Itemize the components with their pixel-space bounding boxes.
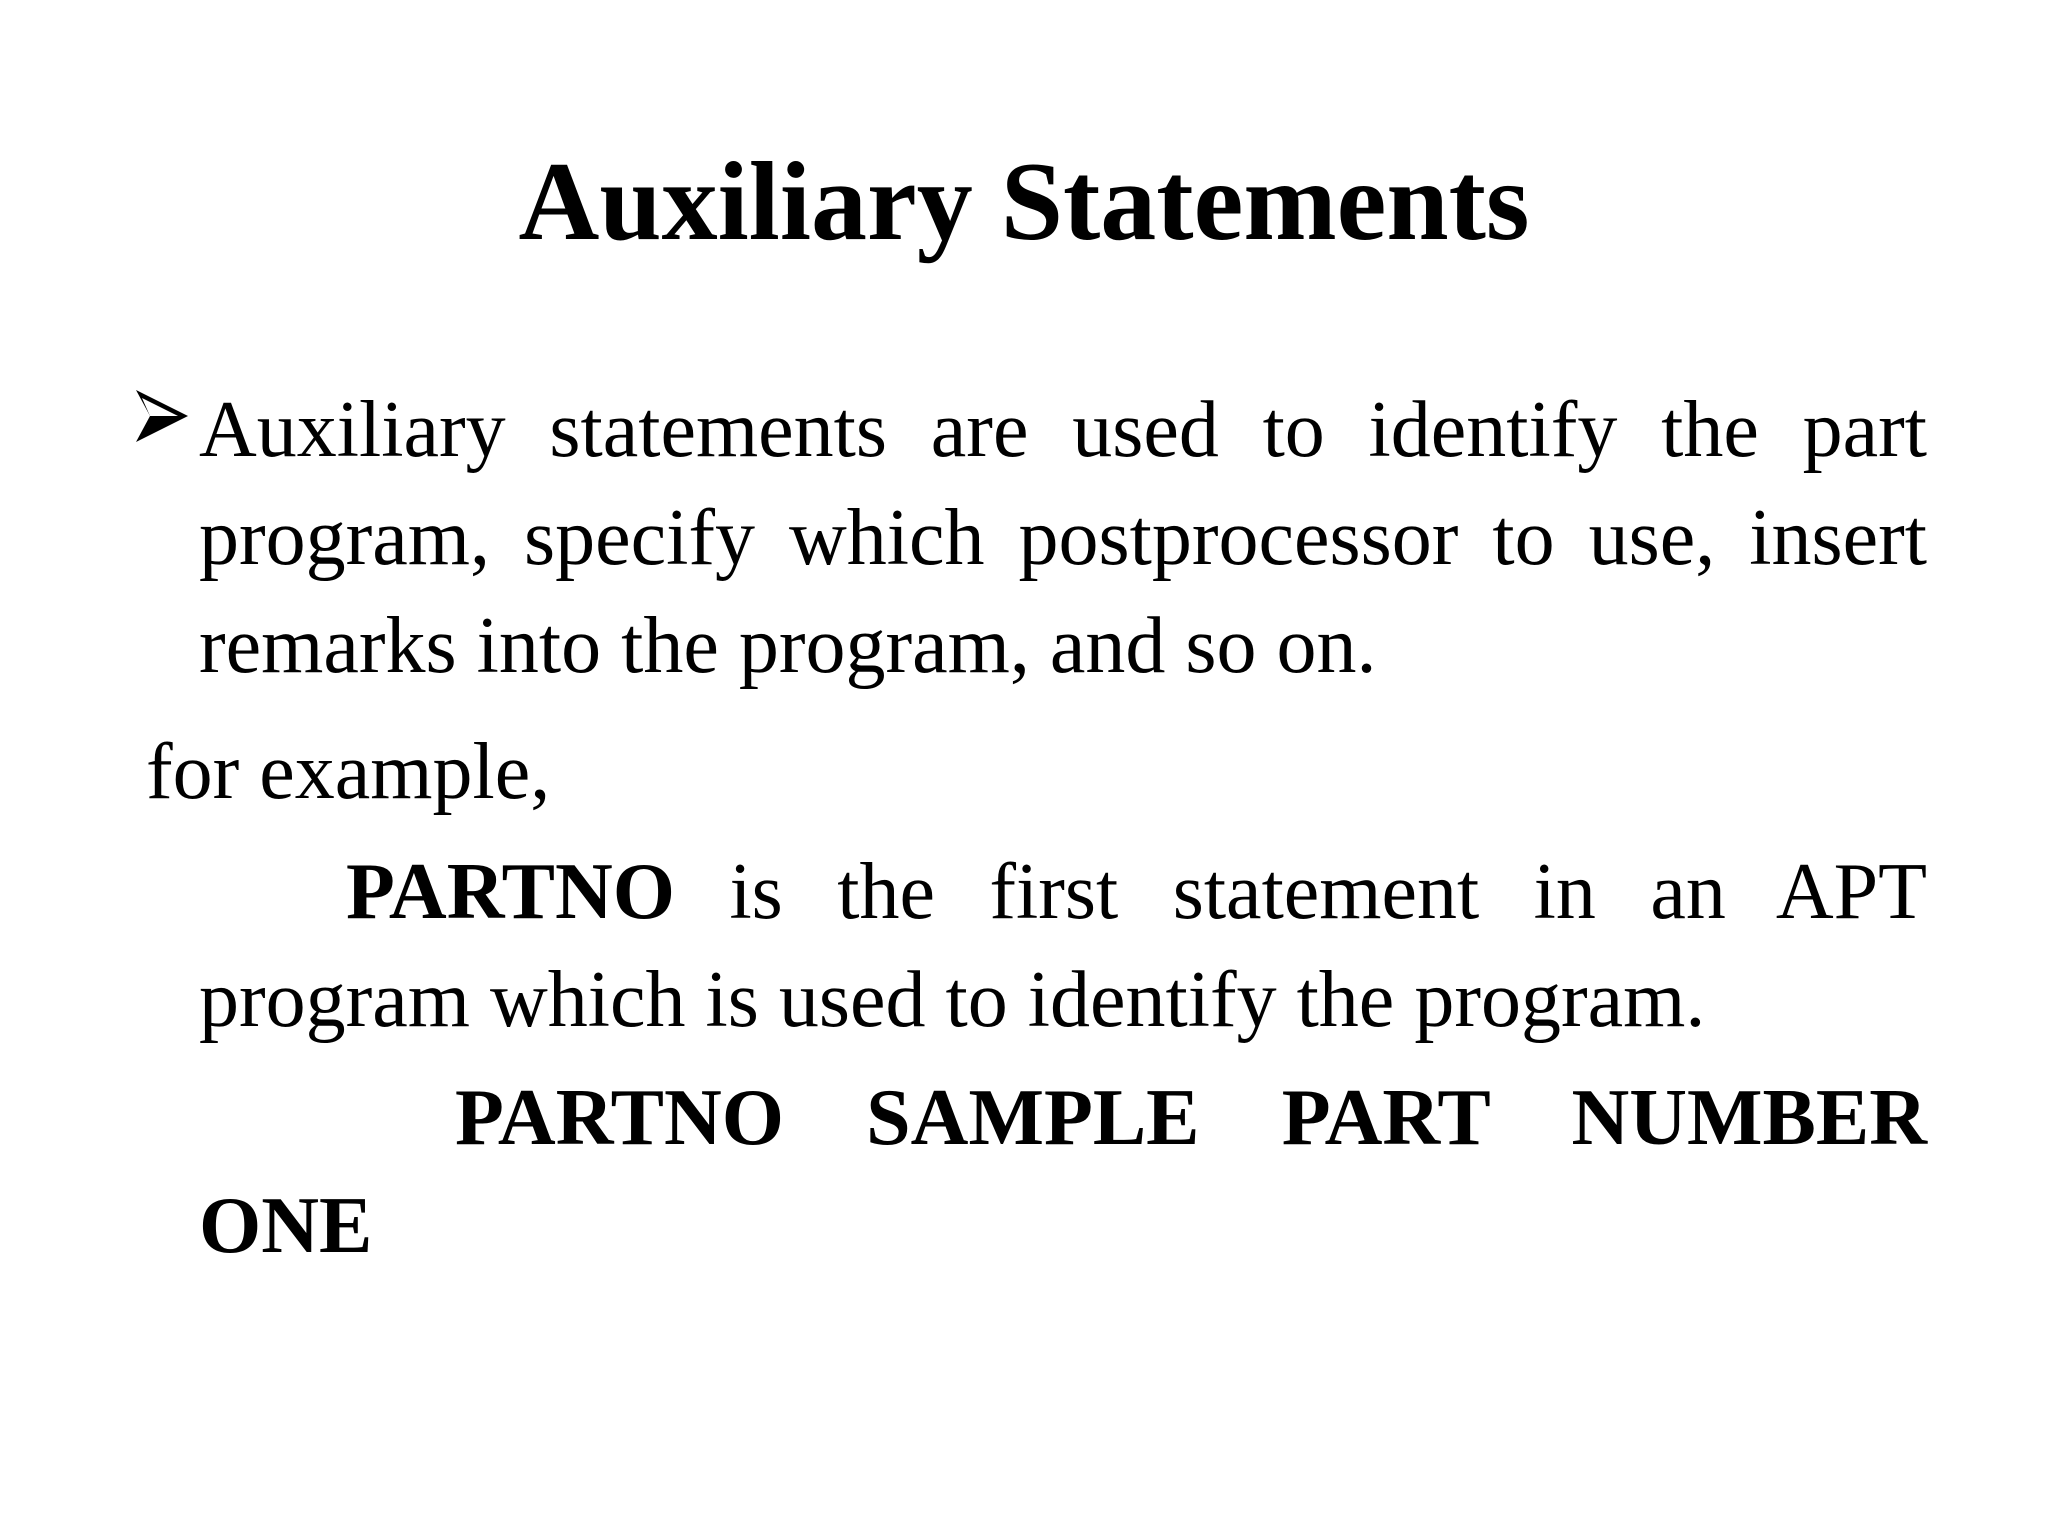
code-example: PARTNO SAMPLE PART NUMBER ONE — [199, 1074, 1927, 1270]
example-paragraph — [199, 838, 1927, 1054]
example-description: is the first statement in an APT program which is used to identify the program. — [199, 848, 1927, 1044]
bullet-text: Auxiliary statements are used to identify the part program, specify which postprocessor to use, insert remarks into the program, and so on. — [199, 386, 1927, 690]
partno-keyword: PARTNO — [346, 848, 676, 936]
example-lead-in: for example, — [146, 728, 551, 816]
arrowhead-bullet-icon — [132, 386, 192, 446]
slide-title: Auxiliary Statements — [518, 140, 1530, 264]
